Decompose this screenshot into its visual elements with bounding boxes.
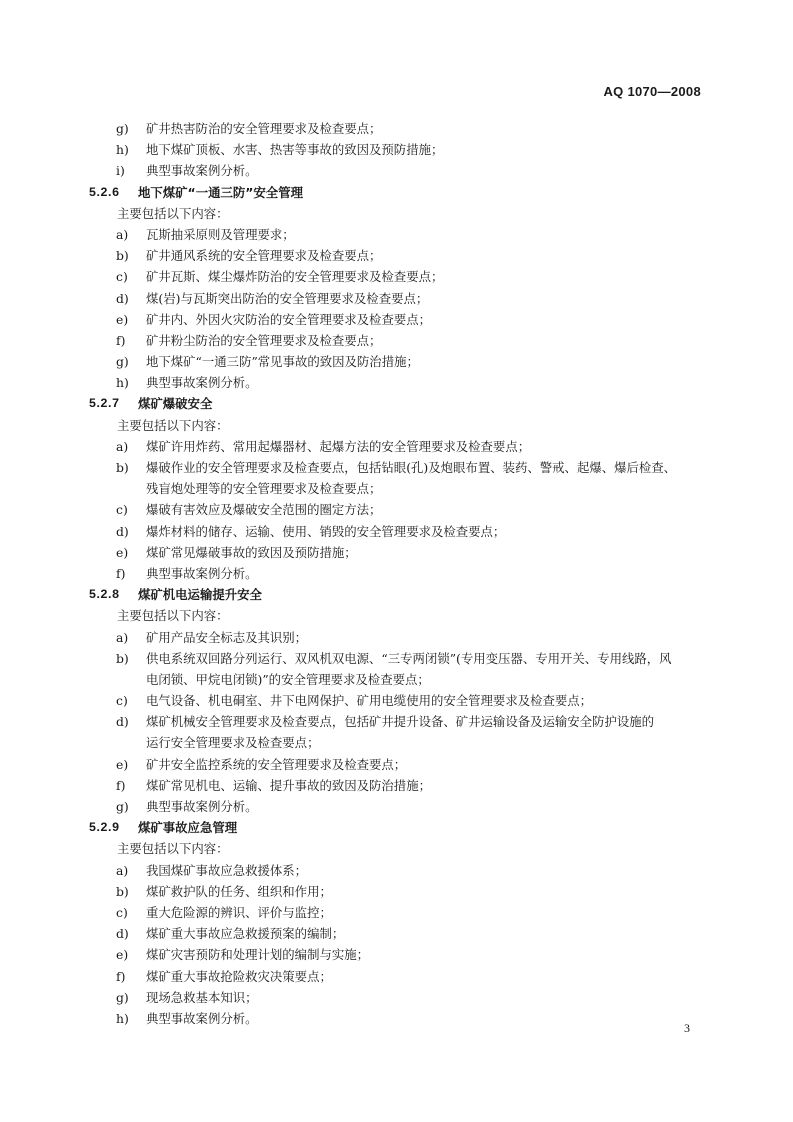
list-item (0, 1008, 793, 1029)
list-item (0, 542, 793, 563)
item-letter: d) (116, 523, 129, 539)
item-letter: e) (116, 756, 129, 772)
list-item (0, 796, 793, 817)
list-item (0, 521, 793, 542)
section-number: 5.2.9 (89, 820, 120, 835)
item-letter: h) (116, 375, 129, 391)
list-item (0, 987, 793, 1008)
list-item-continuation (0, 478, 793, 499)
list-item (0, 775, 793, 796)
list-item (0, 944, 793, 965)
list-item (0, 711, 793, 732)
section-number: 5.2.6 (89, 184, 120, 199)
list-item-continuation (0, 669, 793, 690)
list-item (0, 330, 793, 351)
item-text: 煤矿救护队的任务、组织和作用； (146, 883, 332, 899)
item-text: 典型事故案例分析。 (146, 799, 258, 814)
list-item (0, 118, 793, 139)
section-title: 煤矿机电运输提升安全 (138, 587, 262, 603)
item-letter: f) (116, 565, 126, 581)
section-intro (0, 605, 793, 626)
item-letter: e) (116, 947, 129, 963)
item-text: 煤矿灾害预防和处理计划的编制与实施； (146, 947, 370, 963)
item-letter: c) (116, 502, 128, 518)
intro-text: 主要包括以下内容： (117, 608, 229, 624)
item-letter: g) (116, 121, 129, 136)
item-text: 地下煤矿“一通三防”常见事故的致因及防治措施； (146, 354, 419, 370)
intro-text: 主要包括以下内容： (117, 841, 229, 857)
list-item-continuation (0, 732, 793, 753)
item-letter: d) (116, 290, 129, 306)
item-text: 瓦斯抽采原则及管理要求； (146, 226, 295, 242)
list-item (0, 139, 793, 160)
list-item (0, 881, 793, 902)
item-letter: h) (116, 1010, 129, 1026)
item-letter: g) (116, 354, 129, 370)
item-text: 煤矿许用炸药、常用起爆器材、起爆方法的安全管理要求及检查要点； (146, 438, 531, 454)
item-text: 供电系统双回路分列运行、双风机双电源、“三专两闭锁”(专用变压器、专用开关、专用线路，风 (146, 650, 672, 666)
item-text-continued: 残盲炮处理等的安全管理要求及检查要点； (146, 481, 382, 497)
item-text: 煤矿机械安全管理要求及检查要点，包括矿井提升设备、矿井运输设备及运输安全防护设施的 (146, 714, 655, 730)
item-letter: c) (116, 904, 128, 920)
item-letter: a) (116, 226, 129, 242)
section-heading (0, 393, 793, 414)
section-title: 煤矿事故应急管理 (138, 820, 238, 836)
list-item (0, 288, 793, 309)
item-text: 矿井热害防治的安全管理要求及检查要点； (146, 121, 382, 136)
item-text: 煤矿常见爆破事故的致因及预防措施； (146, 544, 357, 560)
list-item (0, 754, 793, 775)
item-letter: i) (116, 163, 125, 179)
list-item (0, 648, 793, 669)
list-item (0, 499, 793, 520)
item-text: 典型事故案例分析。 (146, 565, 258, 581)
item-text: 矿用产品安全标志及其识别； (146, 629, 308, 645)
item-letter: b) (116, 248, 129, 264)
list-item (0, 224, 793, 245)
item-text: 煤矿重大事故应急救援预案的编制； (146, 926, 345, 942)
section-intro (0, 415, 793, 436)
item-text: 矿井内、外因火灾防治的安全管理要求及检查要点； (146, 311, 431, 327)
item-text: 典型事故案例分析。 (146, 1010, 258, 1026)
list-item (0, 690, 793, 711)
item-letter: d) (116, 926, 129, 942)
list-item (0, 966, 793, 987)
item-text: 煤矿重大事故抢险救灾决策要点； (146, 968, 332, 984)
item-letter: f) (116, 332, 126, 348)
list-item (0, 902, 793, 923)
item-text: 重大危险源的辨识、评价与监控； (146, 904, 332, 920)
item-text: 矿井瓦斯、煤尘爆炸防治的安全管理要求及检查要点； (146, 269, 444, 285)
item-letter: b) (116, 460, 129, 475)
item-text-continued: 运行安全管理要求及检查要点； (146, 735, 320, 751)
item-letter: f) (116, 968, 126, 984)
section-heading (0, 182, 793, 203)
list-item (0, 436, 793, 457)
section-title: 地下煤矿“一通三防”安全管理 (138, 184, 303, 200)
item-text: 电气设备、机电硐室、井下电网保护、矿用电缆使用的安全管理要求及检查要点； (146, 693, 593, 709)
list-item (0, 923, 793, 944)
list-item (0, 627, 793, 648)
section-intro (0, 838, 793, 859)
item-text: 地下煤矿顶板、水害、热害等事故的致因及预防措施； (146, 142, 444, 158)
item-letter: c) (116, 693, 128, 709)
item-letter: d) (116, 714, 129, 730)
list-item (0, 245, 793, 266)
item-letter: h) (116, 142, 129, 158)
item-letter: c) (116, 269, 128, 285)
item-text: 矿井通风系统的安全管理要求及检查要点； (146, 248, 382, 264)
item-letter: a) (116, 862, 129, 878)
section-number: 5.2.7 (89, 396, 120, 411)
item-text: 爆破作业的安全管理要求及检查要点，包括钻眼(孔)及炮眼布置、装药、警戒、起爆、爆后检查、 (146, 460, 677, 475)
list-item (0, 266, 793, 287)
intro-text: 主要包括以下内容： (117, 205, 229, 221)
item-letter: e) (116, 544, 129, 560)
list-item (0, 160, 793, 181)
section-number: 5.2.8 (89, 587, 120, 602)
list-item (0, 860, 793, 881)
item-letter: a) (116, 629, 129, 645)
list-item (0, 563, 793, 584)
section-title: 煤矿爆破安全 (138, 396, 213, 412)
item-letter: b) (116, 650, 129, 666)
item-text: 爆破有害效应及爆破安全范围的圈定方法； (146, 502, 382, 518)
item-letter: e) (116, 311, 129, 327)
item-letter: b) (116, 883, 129, 899)
standard-code: AQ 1070—2008 (603, 84, 701, 99)
item-text: 典型事故案例分析。 (146, 375, 258, 391)
item-text: 矿井安全监控系统的安全管理要求及检查要点； (146, 756, 407, 772)
item-text: 典型事故案例分析。 (146, 163, 258, 179)
item-letter: g) (116, 799, 129, 814)
section-intro (0, 203, 793, 224)
item-letter: g) (116, 989, 129, 1005)
document-body (0, 118, 793, 1029)
list-item (0, 351, 793, 372)
item-text-continued: 电闭锁、甲烷电闭锁)”的安全管理要求及检查要点； (146, 671, 430, 687)
item-text: 我国煤矿事故应急救援体系； (146, 862, 308, 878)
list-item (0, 309, 793, 330)
list-item (0, 457, 793, 478)
section-heading (0, 584, 793, 605)
item-text: 煤(岩)与瓦斯突出防治的安全管理要求及检查要点； (146, 290, 429, 306)
list-item (0, 372, 793, 393)
item-text: 现场急救基本知识； (146, 989, 258, 1005)
item-text: 煤矿常见机电、运输、提升事故的致因及防治措施； (146, 777, 431, 793)
item-text: 矿井粉尘防治的安全管理要求及检查要点； (146, 332, 382, 348)
section-heading (0, 817, 793, 838)
intro-text: 主要包括以下内容： (117, 417, 229, 433)
item-letter: a) (116, 438, 129, 454)
item-text: 爆炸材料的储存、运输、使用、销毁的安全管理要求及检查要点； (146, 523, 506, 539)
item-letter: f) (116, 777, 126, 793)
page-number: 3 (684, 1021, 690, 1035)
